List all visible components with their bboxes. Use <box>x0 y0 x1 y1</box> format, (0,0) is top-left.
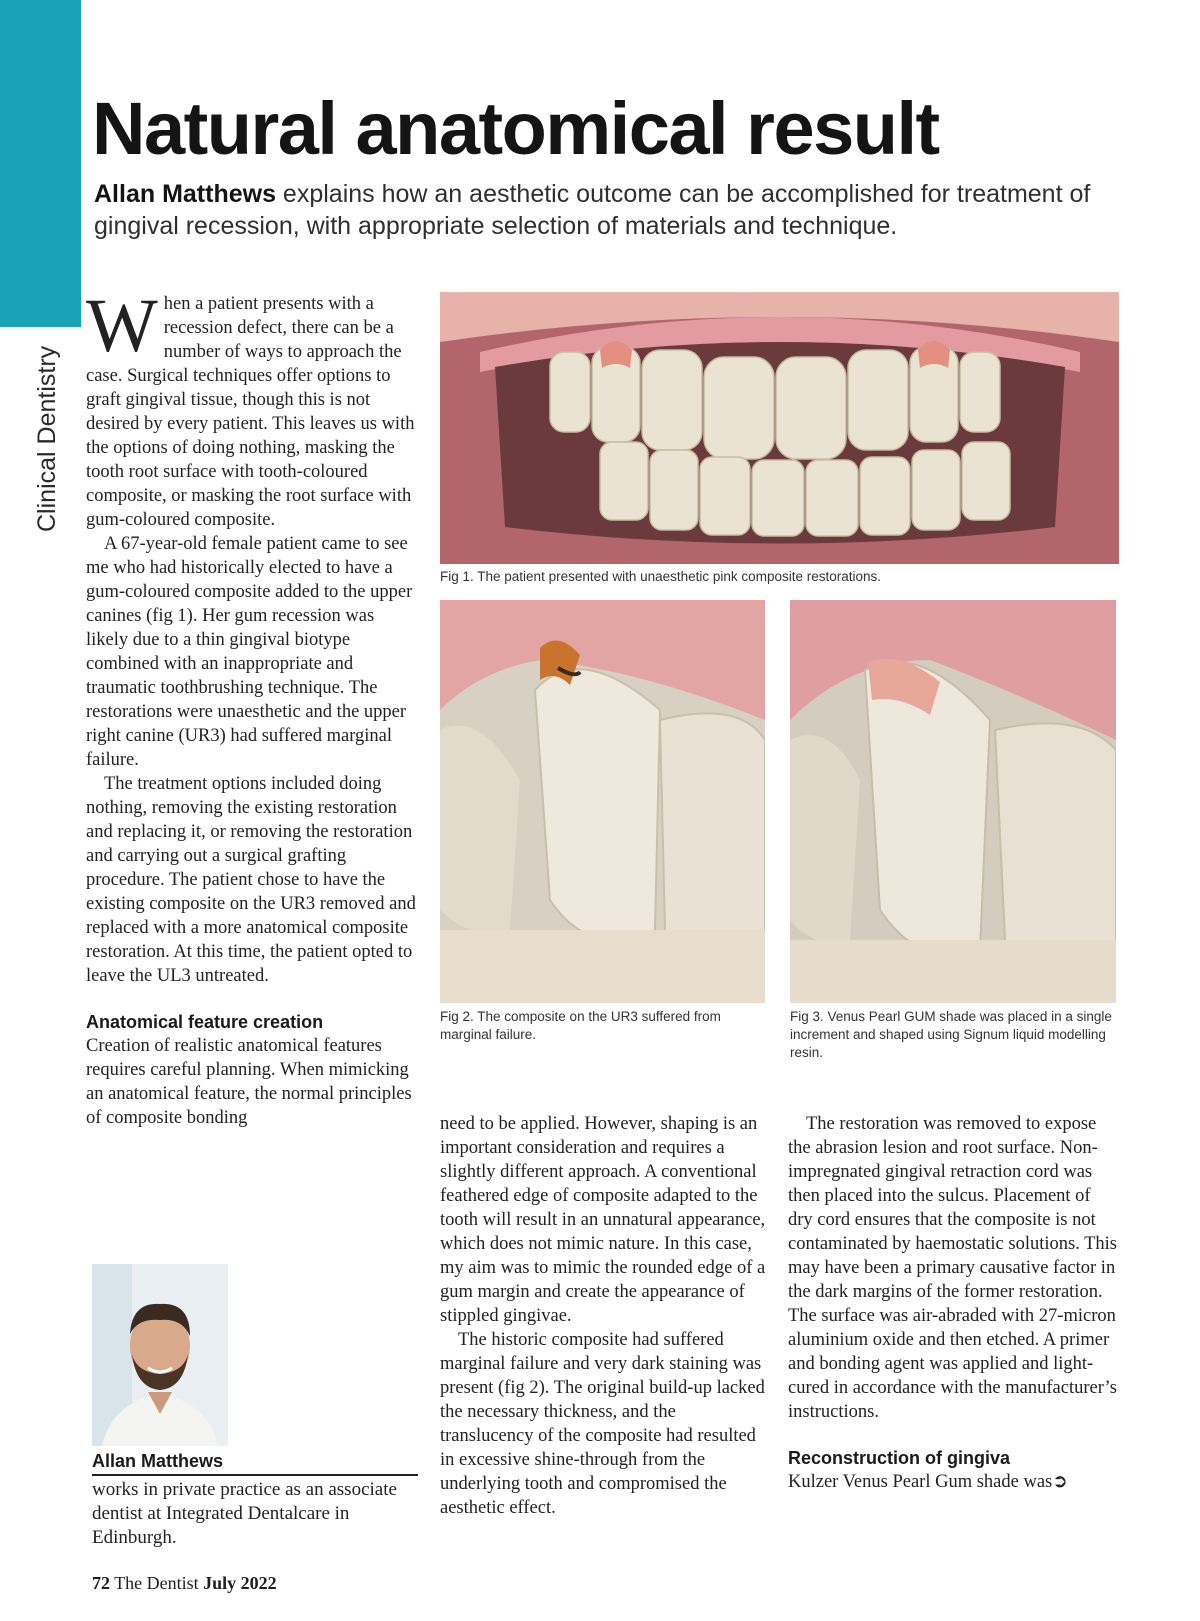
drop-cap: W <box>86 284 158 368</box>
figure-1-photo <box>440 292 1119 564</box>
figure-2-caption: Fig 2. The composite on the UR3 suffered from marginal failure. <box>440 1009 721 1042</box>
publication-name: The Dentist <box>114 1573 199 1593</box>
paragraph: The restoration was removed to expose the abrasion lesion and root surface. Non-impregnated gingival retraction cord was then placed into the sulcus. Placement of dry cord ensures that the composite is not contaminated by haemostatic solutions. This may have been a primary causative factor in the dark margins of the former restoration. The surface was air-abraded with 27-micron aluminium oxide and then etched. A primer and bonding agent was applied and light-cured in accordance with the manufacturer’s instructions. <box>788 1114 1118 1422</box>
standfirst-author: Allan Matthews <box>94 180 276 208</box>
author-divider <box>92 1474 418 1476</box>
paragraph <box>788 1470 1118 1494</box>
paragraph: Creation of realistic anatomical features requires careful planning. When mimicking an anatomical feature, the normal principles of composite bonding <box>86 1036 412 1128</box>
article-column-3 <box>788 1112 1118 1494</box>
standfirst-text: explains how an aesthetic outcome can be accomplished for treatment of gingival recession, with appropriate selection of materials and technique. <box>94 180 1091 240</box>
paragraph <box>86 284 416 532</box>
author-photo <box>92 1264 228 1446</box>
continue-arrow-icon: ➲ <box>1052 1472 1068 1492</box>
author-name: Allan Matthews <box>92 1451 224 1471</box>
paragraph: The treatment options included doing nothing, removing the existing restoration and replacing it, or removing the restoration and carrying out a surgical grafting procedure. The patient chose to have the existing composite on the UR3 removed and replaced with a more anatomical composite restoration. At this time, the patient opted to leave the UL3 untreated. <box>86 774 416 986</box>
paragraph-text: hen a patient presents with a recession defect, there can be a number of ways to approach the case. Surgical techniques offer options to graft gingival tissue, though this is not desired by every patient. This leaves us with the options of doing nothing, masking the tooth root surface with tooth-coloured composite, or masking the root surface with gum-coloured composite. <box>86 294 415 530</box>
issue-date: July 2022 <box>203 1573 277 1593</box>
paragraph: A 67-year-old female patient came to see me who had historically elected to have a gum-coloured composite added to the upper canines (fig 1). Her gum recession was likely due to a thin gingival biotype combined with an inappropriate and traumatic toothbrushing technique. The restorations were unaesthetic and the upper right canine (UR3) had suffered marginal failure. <box>86 534 413 770</box>
page-footer <box>92 1573 277 1594</box>
figure-1-caption: Fig 1. The patient presented with unaesthetic pink composite restorations. <box>440 569 881 584</box>
section-accent-bar <box>0 0 81 327</box>
paragraph-text: Kulzer Venus Pearl Gum shade was <box>788 1472 1053 1492</box>
author-bio: works in private practice as an associate dentist at Integrated Dentalcare in Edinburgh. <box>92 1479 397 1548</box>
figure-2-photo <box>440 600 765 1003</box>
section-label: Clinical Dentistry <box>33 345 61 532</box>
article-title: Natural anatomical result <box>92 87 939 170</box>
figure-3-caption: Fig 3. Venus Pearl GUM shade was placed in a single increment and shaped using Signum liquid modelling resin. <box>790 1009 1112 1060</box>
standfirst <box>94 178 1174 242</box>
article-column-2 <box>440 1112 770 1520</box>
subheading: Reconstruction of gingiva <box>788 1448 1011 1468</box>
paragraph: need to be applied. However, shaping is an important consideration and requires a slightly different approach. A conventional feathered edge of composite adapted to the tooth will result in an unnatural appearance, which does not mimic nature. In this case, my aim was to mimic the rounded edge of a gum margin and create the appearance of stippled gingivae. <box>440 1114 766 1326</box>
subheading: Anatomical feature creation <box>86 1012 324 1032</box>
figure-3-photo <box>790 600 1116 1003</box>
article-column-1 <box>86 284 416 1130</box>
paragraph: The historic composite had suffered marginal failure and very dark staining was present (fig 2). The original build-up lacked the necessary thickness, and the translucency of the composite had resulted in excessive shine-through from the underlying tooth and compromised the aesthetic effect. <box>440 1330 765 1518</box>
page-number: 72 <box>92 1573 110 1593</box>
